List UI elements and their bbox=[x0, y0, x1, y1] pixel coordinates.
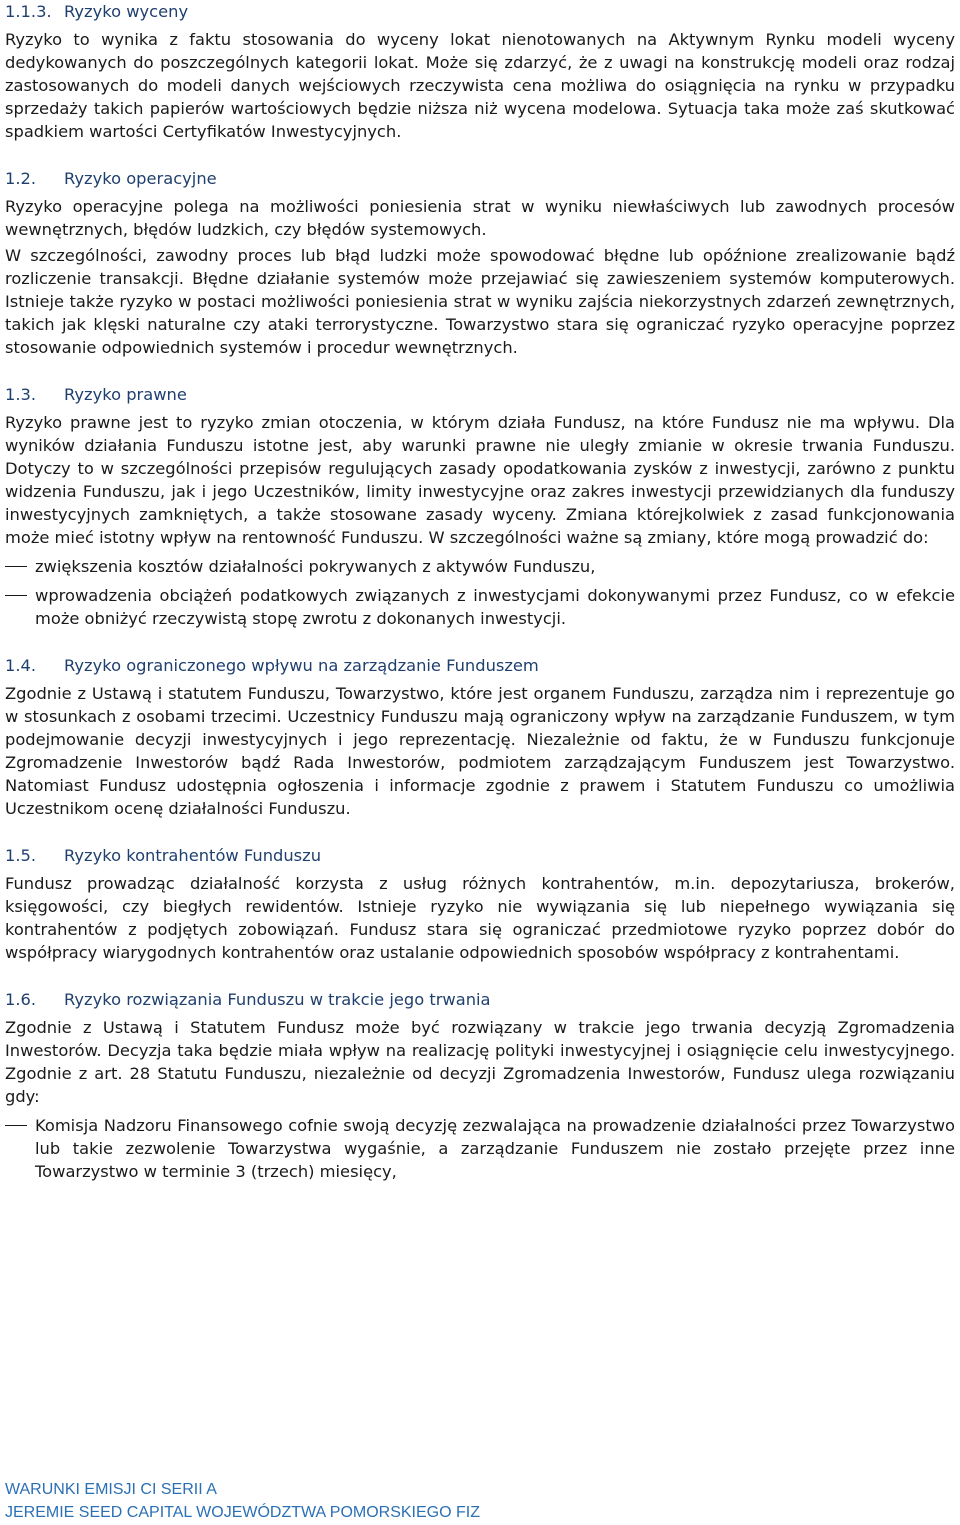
list-item-text: wprowadzenia obciążeń podatkowych związanych z inwestycjami dokonywanymi przez Fundusz, co w efekcie może obniżyć rzeczywistą stopę zwrotu z dokonanych inwestycji. bbox=[35, 586, 955, 628]
paragraph: Fundusz prowadząc działalność korzysta z usług różnych kontrahentów, m.in. depozytariusza, brokerów, księgowości, czy biegłych rewidentów. Istnieje ryzyko nie wywiązania się lub niepełnego wywiązania się kontrahentów z podjętych zobowiązań. Fundusz stara się ograniczać przedmiotowe ryzyko poprzez dobór do współpracy wiarygodnych kontrahentów oraz ustalanie odpowiednich sposobów współpracy z kontrahentami. bbox=[5, 874, 955, 962]
section-number: 1.6. bbox=[5, 990, 37, 1009]
section-number: 1.4. bbox=[5, 656, 37, 675]
list-item bbox=[5, 584, 955, 630]
section-ryzyko-ograniczonego-wplywu bbox=[5, 654, 955, 820]
section-heading bbox=[5, 988, 955, 1011]
section-title: Ryzyko ograniczonego wpływu na zarządzanie Funduszem bbox=[64, 656, 539, 675]
document-page bbox=[5, 0, 955, 1189]
section-number: 1.1.3. bbox=[5, 2, 52, 21]
section-number: 1.3. bbox=[5, 385, 37, 404]
footer-line-title: WARUNKI EMISJI CI SERII A bbox=[5, 1481, 217, 1498]
section-title: Ryzyko operacyjne bbox=[64, 169, 217, 188]
dash-bullet bbox=[5, 566, 27, 567]
section-number: 1.5. bbox=[5, 846, 37, 865]
section-ryzyko-operacyjne bbox=[5, 167, 955, 359]
footer-line-fund: JEREMIE SEED CAPITAL WOJEWÓDZTWA POMORSKIEGO FIZ bbox=[5, 1504, 480, 1521]
list-item-text: Komisja Nadzoru Finansowego cofnie swoją decyzję zezwalająca na prowadzenie działalności przez Towarzystwo lub takie zezwolenie Towarzystwa wygaśnie, a zarządzanie Funduszem nie zostało przejęte przez inne Towarzystwo w terminie 3 (trzech) miesięcy, bbox=[35, 1116, 955, 1181]
page-footer bbox=[5, 1478, 480, 1524]
dash-bullet bbox=[5, 1125, 27, 1126]
section-ryzyko-prawne bbox=[5, 383, 955, 630]
section-heading bbox=[5, 0, 955, 23]
section-ryzyko-kontrahentow bbox=[5, 844, 955, 964]
dash-bullet bbox=[5, 595, 27, 596]
list-item bbox=[5, 1114, 955, 1183]
section-ryzyko-wyceny bbox=[5, 0, 955, 143]
list-item-text: zwiększenia kosztów działalności pokrywanych z aktywów Funduszu, bbox=[35, 557, 596, 576]
section-title: Ryzyko prawne bbox=[64, 385, 187, 404]
section-title: Ryzyko wyceny bbox=[64, 2, 189, 21]
section-title: Ryzyko kontrahentów Funduszu bbox=[64, 846, 322, 865]
paragraph: Ryzyko prawne jest to ryzyko zmian otoczenia, w którym działa Fundusz, na które Fundusz nie ma wpływu. Dla wyników działania Funduszu istotne jest, aby warunki prawne nie uległy zmianie w okresie trwania Funduszu. Dotyczy to w szczególności przepisów regulujących zasady opodatkowania zysków z inwestycji, zarówno z punktu widzenia Funduszu, jak i jego Uczestników, limity inwestycyjne oraz zakres inwestycji przewidzianych dla funduszy inwestycyjnych zamkniętych, a także stosowane zasady wyceny. Zmiana którejkolwiek z zasad funkcjonowania może mieć istotny wpływ na rentowność Funduszu. W szczególności ważne są zmiany, które mogą prowadzić do: bbox=[5, 413, 955, 547]
paragraph: Ryzyko operacyjne polega na możliwości poniesienia strat w wyniku niewłaściwych lub zawodnych procesów wewnętrznych, błędów ludzkich, czy błędów systemowych. bbox=[5, 197, 955, 239]
paragraph: Ryzyko to wynika z faktu stosowania do wyceny lokat nienotowanych na Aktywnym Rynku modeli wyceny dedykowanych do poszczególnych kategorii lokat. Może się zdarzyć, że z uwagi na konstrukcję modeli oraz rodzaj zastosowanych do modeli danych wejściowych rzeczywista cena możliwa do osiągnięcia na rynku w przypadku sprzedaży takich papierów wartościowych będzie niższa niż wycena modelowa. Sytuacja taka może zaś skutkować spadkiem wartości Certyfikatów Inwestycyjnych. bbox=[5, 30, 955, 141]
section-number: 1.2. bbox=[5, 169, 37, 188]
section-ryzyko-rozwiazania bbox=[5, 988, 955, 1183]
section-heading bbox=[5, 383, 955, 406]
section-title: Ryzyko rozwiązania Funduszu w trakcie jego trwania bbox=[64, 990, 491, 1009]
list-item bbox=[5, 555, 955, 578]
section-heading bbox=[5, 654, 955, 677]
section-heading bbox=[5, 844, 955, 867]
paragraph: Zgodnie z Ustawą i statutem Funduszu, Towarzystwo, które jest organem Funduszu, zarządza nim i reprezentuje go w stosunkach z osobami trzecimi. Uczestnicy Funduszu mają ograniczony wpływ na zarządzanie Funduszem, w tym podejmowanie decyzji inwestycyjnych i jego reprezentację. Niezależnie od faktu, że w Funduszu funkcjonuje Zgromadzenie Inwestorów bądź Rada Inwestorów, podmiotem zarządzającym Funduszem jest Towarzystwo. Natomiast Fundusz udostępnia ogłoszenia i informacje zgodnie z prawem i Statutem Funduszu co umożliwia Uczestnikom ocenę działalności Funduszu. bbox=[5, 684, 955, 818]
paragraph: Zgodnie z Ustawą i Statutem Fundusz może być rozwiązany w trakcie jego trwania decyzją Zgromadzenia Inwestorów. Decyzja taka będzie miała wpływ na realizację polityki inwestycyjnej i osiągnięcie celu inwestycyjnego. Zgodnie z art. 28 Statutu Funduszu, niezależnie od decyzji Zgromadzenia Inwestorów, Fundusz ulega rozwiązaniu gdy: bbox=[5, 1018, 955, 1106]
section-heading bbox=[5, 167, 955, 190]
paragraph: W szczególności, zawodny proces lub błąd ludzki może spowodować błędne lub opóźnione zrealizowanie bądź rozliczenie transakcji. Błędne działanie systemów może przejawiać się zawieszeniem systemów komputerowych. Istnieje także ryzyko w postaci możliwości poniesienia strat w wyniku zajścia niekorzystnych zdarzeń zewnętrznych, takich jak klęski naturalne czy ataki terrorystyczne. Towarzystwo stara się ograniczać ryzyko operacyjne poprzez stosowanie odpowiednich systemów i procedur wewnętrznych. bbox=[5, 246, 955, 357]
